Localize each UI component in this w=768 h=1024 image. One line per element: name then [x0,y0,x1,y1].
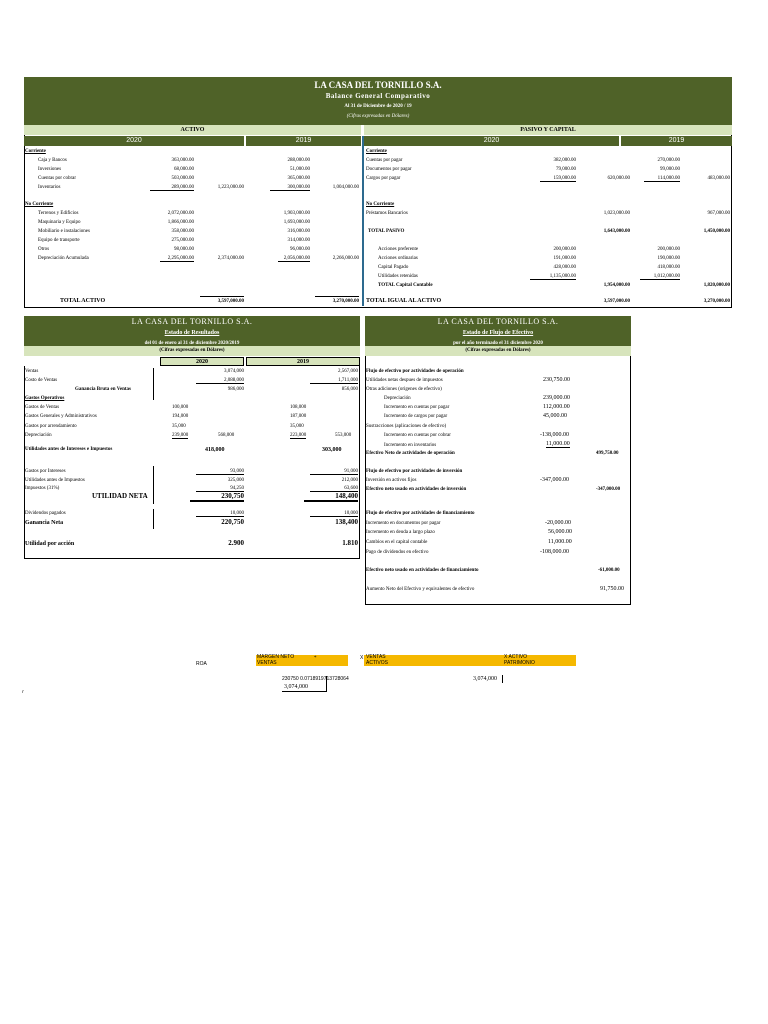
row-label: Incremento en deuda a largo plazo [366,530,435,535]
total-activo-label: TOTAL ACTIVO [60,298,106,304]
op-total-value: 499,750.00 [596,451,619,456]
total-pasivo-2019: 1,450,000.00 [703,229,730,234]
row-value: 35,000 [172,424,186,429]
row-label: Incremento en documentos por pagar [366,521,441,526]
row-value: 300,000.00 [270,185,310,191]
total-capital-2020: 1,954,000.00 [603,283,630,288]
row-value: 2,072,000.00 [167,211,194,216]
row-subtotal: 1,223,000.00 [217,185,244,190]
dividendos-label: Dividendos pagados [25,511,66,516]
total-pasivo-label: TOTAL PASIVO [368,229,405,234]
costo-2020: 2,088,000 [196,378,244,384]
row-label: Depreciación [384,396,411,401]
vertical-rule [153,466,154,504]
row-label: Caja y Bancos [38,158,67,163]
inv-row-value: -347,000.00 [540,477,569,483]
row-label: Maquinaria y Equipo [38,220,81,225]
roa-val1: 3,074,000 [284,684,308,690]
costo-label: Costo de Ventas [25,378,58,383]
row-value: 200,000.00 [657,247,680,252]
ganancia-2020: 220,750 [221,518,244,526]
uai-2020: 418,000 [205,447,225,453]
activo-2020-header: 2020 [24,136,244,146]
row-value: 191,000.00 [553,256,576,261]
row-label: Utilidades retenidas [378,274,418,279]
row-value: 98,000.00 [174,247,194,252]
row-subtotal: 1,004,000.00 [332,185,359,190]
cashflow-period: por el año terminado el 31 diciembre 2020 [453,341,543,346]
balance-note: (Cifras expresadas en Dólares) [346,114,410,119]
row-label: Depreciación [25,433,52,438]
row-label: Mobiliario e instalaciones [38,229,90,234]
aumento-value: 91,750.00 [600,586,624,592]
row-value: 79,000.00 [556,167,576,172]
row-value: 190,000.00 [657,256,680,261]
row-value: 288,000.00 [287,158,310,163]
row-label: Incremento en cuentas por pagar [384,405,450,410]
neta-2020: 230,750 [190,493,244,502]
row-label: Depreciación Acumulada [38,256,89,261]
income-company: LA CASA DEL TORNILLO S.A. [131,317,253,326]
bruta-2020: 986,000 [227,387,244,392]
roa-activos: ACTIVOS [366,660,388,666]
roa-val2: 3,074,000 [473,676,497,682]
row-value: 275,000.00 [171,238,194,243]
cashflow-company: LA CASA DEL TORNILLO S.A. [437,317,559,326]
intereses-label: Gastos por Intereses [25,469,66,474]
balance-company: LA CASA DEL TORNILLO S.A. [314,80,442,90]
row-value: 239,000 [172,433,189,438]
row-value: 35,000 [290,424,304,429]
row-value: 11,000.00 [548,539,572,545]
prestamos-2020: 1,023,000.00 [603,211,630,216]
row-subtotal: 483,000.00 [707,176,730,181]
dividendos-2020: 10,000 [196,511,244,517]
roa-xactivo: X ACTIVO [504,654,528,660]
ganancia-label: Ganancia Neta [25,520,64,526]
activo-2019-header: 2019 [246,136,361,146]
vertical-rule [153,368,154,400]
row-subtotal: 568,000 [218,433,235,438]
row-value: 365,000.00 [287,176,310,181]
row-value: 159,000.00 [540,176,576,182]
row-value: 1,135,000.00 [530,274,576,280]
pasivo-corriente-label: Corriente [366,149,387,154]
row-value: -138,000.00 [540,432,569,438]
row-label: Acciones ordinarias [378,256,418,261]
ganancia-2019: 138,400 [335,518,358,526]
row-value: 200,000.00 [553,247,576,252]
cashflow-note: (Cifras expresadas en Dólares) [365,346,631,356]
row-value: 1,693,000.00 [283,220,310,225]
row-label: Pago de dividendos en efectivo [366,550,429,555]
row-value: 51,000.00 [290,167,310,172]
row-value: 68,000.00 [174,167,194,172]
ventas-2020: 3,074,000 [224,369,244,374]
roa-star: * [314,656,317,661]
row-label: Inventarios [38,185,61,190]
activo-nocorriente-label: No Corriente [25,202,54,207]
roa-label: ROA [196,661,207,667]
bruta-2019: 856,000 [341,387,358,392]
dividendos-2019: 10,000 [310,511,358,517]
row-label: Cambios en el capital contable [366,540,428,545]
row-value: 428,000.00 [553,265,576,270]
impuestos-label: Impuestos (31%) [25,486,60,491]
gastos-label: Gastos Operativos [25,396,65,401]
aumento-label: Aumento Neto del Efectivo y equivalentes de efectivo [366,587,475,592]
row-label: Capital Pagado [378,265,409,270]
row-value: 2,056,000.00 [278,256,310,262]
row-value: 363,000.00 [171,158,194,163]
row-value: 503,000.00 [171,176,194,181]
row-value: 2,295,000.00 [160,256,194,262]
ventas-2019: 2,567,000 [338,369,358,374]
upa-2020: 2.900 [228,539,244,547]
op-util-value: 230,750.00 [543,377,570,383]
pasivo-2020-header: 2020 [364,136,619,146]
cashflow-title: Estado de Flujo de Efectivo [462,330,534,336]
total-activo-2019: 3,270,000.00 [332,299,359,304]
fin-total-value: -61,000.00 [598,568,620,573]
total-activo-rule-2019 [315,296,359,297]
row-label: Cargos por pagar [366,176,401,181]
vertical-rule [153,509,154,529]
row-label: Gastos de Ventas [25,405,60,410]
row-label: Documentos por pagar [366,167,412,172]
total-activo-2020: 3,597,000.00 [217,299,244,304]
row-label: Equipo de transporte [38,238,80,243]
roa-calc: 230750 0.0718919713728064 [282,676,349,682]
op-total-label: Efectivo Neto de actividades de operación [366,451,455,456]
row-value: 100,000 [172,405,189,410]
roa-val2-box [460,675,503,683]
row-label: Inversiones [38,167,62,172]
row-value: 114,000.00 [644,176,680,182]
total-igual-2020: 3,597,000.00 [603,299,630,304]
row-value: 289,000.00 [150,185,194,191]
row-label: Terrenos y Edificios [38,211,79,216]
costo-2019: 1,711,000 [310,378,358,384]
pasivo-2019-header: 2019 [621,136,732,146]
income-body [24,366,360,559]
income-2019-header: 2019 [246,357,360,366]
row-label: Acciones preferente [378,247,419,252]
total-igual-label: TOTAL IGUAL AL ACTIVO [366,298,442,304]
op-label: Flujo de efectivo por actividades de operación [366,369,464,374]
inv-total-value: -347,000.00 [596,487,621,492]
upa-label: Utilidad por acción [25,541,75,547]
ventas-label: Ventas [25,369,39,374]
roa-highlight-right [364,655,576,666]
row-value: 418,000.00 [657,265,680,270]
uant-label: Utilidades antes de Impuestos [25,478,85,483]
inv-total-label: Efectivo neto usado en actividades de inversión [366,487,467,492]
total-pasivo-2020: 1,643,000.00 [603,229,630,234]
impuestos-2019: 63,600 [310,486,358,492]
roa-patrimonio: PATRIMONIO [504,660,535,666]
row-label: Gastos Generales y Administrativos [25,414,97,419]
balance-date: Al 31 de Diciembre de 2020 / 19 [344,104,412,109]
row-value: 382,000.00 [553,158,576,163]
total-capital-label: TOTAL Capital Contable [378,283,433,288]
impuestos-2020: 94,250 [196,486,244,492]
row-label: Cuentas por pagar [366,158,403,163]
pasivo-header: PASIVO Y CAPITAL [364,125,732,135]
prestamos-label: Préstamos Bancarios [366,211,408,216]
fin-total-label: Efectivo neto usado en actividades de financiamiento [366,568,479,573]
row-value: -108,000.00 [540,549,569,555]
row-subtotal: 620,000.00 [607,176,630,181]
row-value: 314,000.00 [287,238,310,243]
income-title: Estado de Resultados [164,330,220,336]
row-value: 108,000 [290,405,307,410]
income-2020-header: 2020 [160,357,244,366]
row-value: 194,000 [172,414,189,419]
bruta-label: Ganancia Bruta en Ventas [75,387,131,392]
intereses-2020: 93,000 [196,469,244,475]
row-value: 45,000.00 [543,413,567,419]
row-value: 1,903,000.00 [283,211,310,216]
row-value: 187,000 [290,414,307,419]
row-label: Cuentas por cobrar [38,176,77,181]
roa-tick: r [22,690,24,695]
roa-ventas: VENTAS [257,660,277,666]
row-label: Incremento en cuentas por cobrar [384,433,451,438]
income-period: del 01 de enero al 31 de diciembre 2020/2019 [144,341,240,346]
row-value: 358,000.00 [171,229,194,234]
income-note: (Cifras expresadas en Dólares) [24,346,360,356]
row-value: 316,000.00 [287,229,310,234]
total-igual-2019: 3,270,000.00 [703,299,730,304]
uant-2020: 325,000 [227,478,244,483]
column-divider [362,136,364,306]
balance-title: Balance General Comparativo [325,92,431,100]
total-activo-rule [200,296,244,297]
pasivo-nocorriente-label: No Corriente [366,202,395,207]
op-otras-label: Otras adiciones (origenes de efectivo) [366,387,442,392]
row-label: Gastos por arrendamiento [25,424,77,429]
prestamos-2019: 967,000.00 [707,211,730,216]
op-util-label: Utilidades netas despues de impuestos [366,378,443,383]
row-value: 1,012,000.00 [640,274,680,280]
total-capital-2019: 1,820,000.00 [703,283,730,288]
activo-corriente-label: Corriente [25,149,46,154]
inv-row-label: Inversión en activos fijos [366,478,417,483]
row-value: 56,000.00 [548,529,572,535]
intereses-2019: 91,000 [310,469,358,475]
neta-label: UTILIDAD NETA [92,492,148,500]
row-subtotal: 2,266,000.00 [332,256,359,261]
row-value: 11,000.00 [546,441,570,447]
row-value: 112,000.00 [543,404,570,410]
row-label: Incremento en inventarios [384,443,437,448]
row-value: -20,000.00 [545,520,571,526]
roa-ventas2: VENTAS [366,654,386,660]
uai-2019: 303,000 [322,447,342,453]
row-value: 270,000.00 [657,158,680,163]
row-value: 239,000.00 [543,395,570,401]
inv-label: Flujo de efectivo por actividades de inversión [366,469,463,474]
roa-margen: MARGEN NETO [257,654,295,660]
row-subtotal: 553,000 [335,433,352,438]
row-subtotal: 2,374,000.00 [217,256,244,261]
op-sustr-label: Sustracciones (aplicaciones de efectivo) [366,424,447,429]
neta-2019: 148,400 [304,493,358,502]
row-value: 223,000 [290,433,307,438]
roa-x: X [360,655,364,661]
row-value: 96,000.00 [290,247,310,252]
row-value: 99,000.00 [660,167,680,172]
activo-header: ACTIVO [24,125,361,135]
row-label: Incremento de cargos por pagar [384,414,448,419]
upa-2019: 1.810 [342,539,358,547]
row-label: Otros [38,247,50,252]
uai-label: Utilidades antes de Intereses e Impuestos [25,447,113,452]
balance-header [24,77,732,125]
fin-label: Flujo de efectivo por actividades de financiamiento [366,511,475,516]
row-value: 1,866,000.00 [167,220,194,225]
uant-2019: 212,000 [341,478,358,483]
